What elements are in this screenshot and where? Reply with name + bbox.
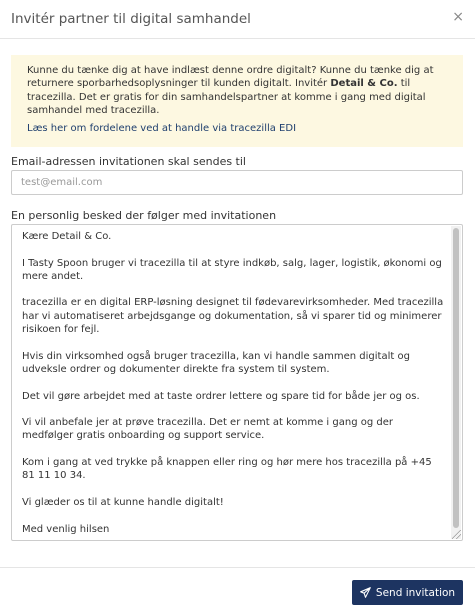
- modal-title: Invitér partner til digital samhandel: [11, 11, 251, 27]
- notice-partner-name: Detail & Co.: [330, 78, 398, 90]
- message-line: Med venlig hilsen: [22, 523, 110, 535]
- message-line: [22, 509, 446, 522]
- send-button-label: Send invitation: [375, 586, 456, 599]
- message-line: Kom i gang at ved trykke på knappen eller ring og hør mere hos tracezilla på +45 81 11 10 34.: [22, 457, 435, 482]
- message-line: [22, 376, 446, 389]
- message-line: [22, 403, 446, 416]
- edi-benefits-link[interactable]: Læs her om fordelene ved at handle via tracezilla EDI: [27, 122, 297, 134]
- message-line: [22, 443, 446, 456]
- message-line: Det vil gøre arbejdet med at taste ordrer lettere og spare tid for både jer og os.: [22, 390, 420, 402]
- message-scrollbar[interactable]: [451, 226, 461, 539]
- message-line: I Tasty Spoon bruger vi tracezilla til at styre indkøb, salg, lager, logistik, økonomi og mere andet.: [22, 257, 446, 282]
- modal-footer: [0, 567, 475, 616]
- resize-grip-icon[interactable]: [452, 530, 461, 539]
- message-line: tracezilla er en digital ERP-løsning designet til fødevarevirksomheder. Med tracezilla har vi automatiseret arbejdsgange og dokumentation, så vi sparer tid og minimerer risikoen for fejl.: [22, 297, 447, 336]
- message-line: Kære Detail & Co.: [22, 231, 112, 242]
- info-notice: [11, 55, 463, 147]
- notice-text-before: Kunne du tænke dig at have indlæst denne ordre digitalt? Kunne du tænke dig at returnere sporbarhedsoplysninger til kunden digitalt. Invitér: [27, 65, 434, 90]
- send-invitation-button[interactable]: [352, 580, 463, 605]
- message-line: [22, 243, 446, 256]
- message-scroll-thumb[interactable]: [453, 228, 459, 528]
- message-line: Vi vil anbefale jer at prøve tracezilla. Det er nemt at komme i gang og der medfølger gratis onboarding og support service.: [22, 417, 397, 442]
- modal-header: [0, 0, 475, 39]
- message-line: [22, 283, 446, 296]
- notice-text-after: til tracezilla. Det er gratis for din samhandelspartner at komme i gang med digital samhandel med tracezilla.: [27, 78, 426, 117]
- message-text[interactable]: [22, 230, 446, 536]
- message-line: [22, 336, 446, 349]
- message-textarea[interactable]: [11, 224, 463, 541]
- message-line: [22, 483, 446, 496]
- message-line: Hvis din virksomhed også bruger tracezilla, kan vi handle sammen digitalt og udveksle ordrer og dokumenter direkte fra system til system.: [22, 350, 414, 375]
- message-line: Vi glæder os til at kunne handle digitalt!: [22, 496, 224, 508]
- notice-text: [27, 64, 450, 118]
- email-input[interactable]: [11, 170, 463, 195]
- close-icon[interactable]: ×: [452, 9, 464, 25]
- message-label: En personlig besked der følger med invitationen: [11, 209, 277, 222]
- paper-plane-icon: [360, 587, 371, 598]
- email-label: Email-adressen invitationen skal sendes til: [11, 155, 246, 168]
